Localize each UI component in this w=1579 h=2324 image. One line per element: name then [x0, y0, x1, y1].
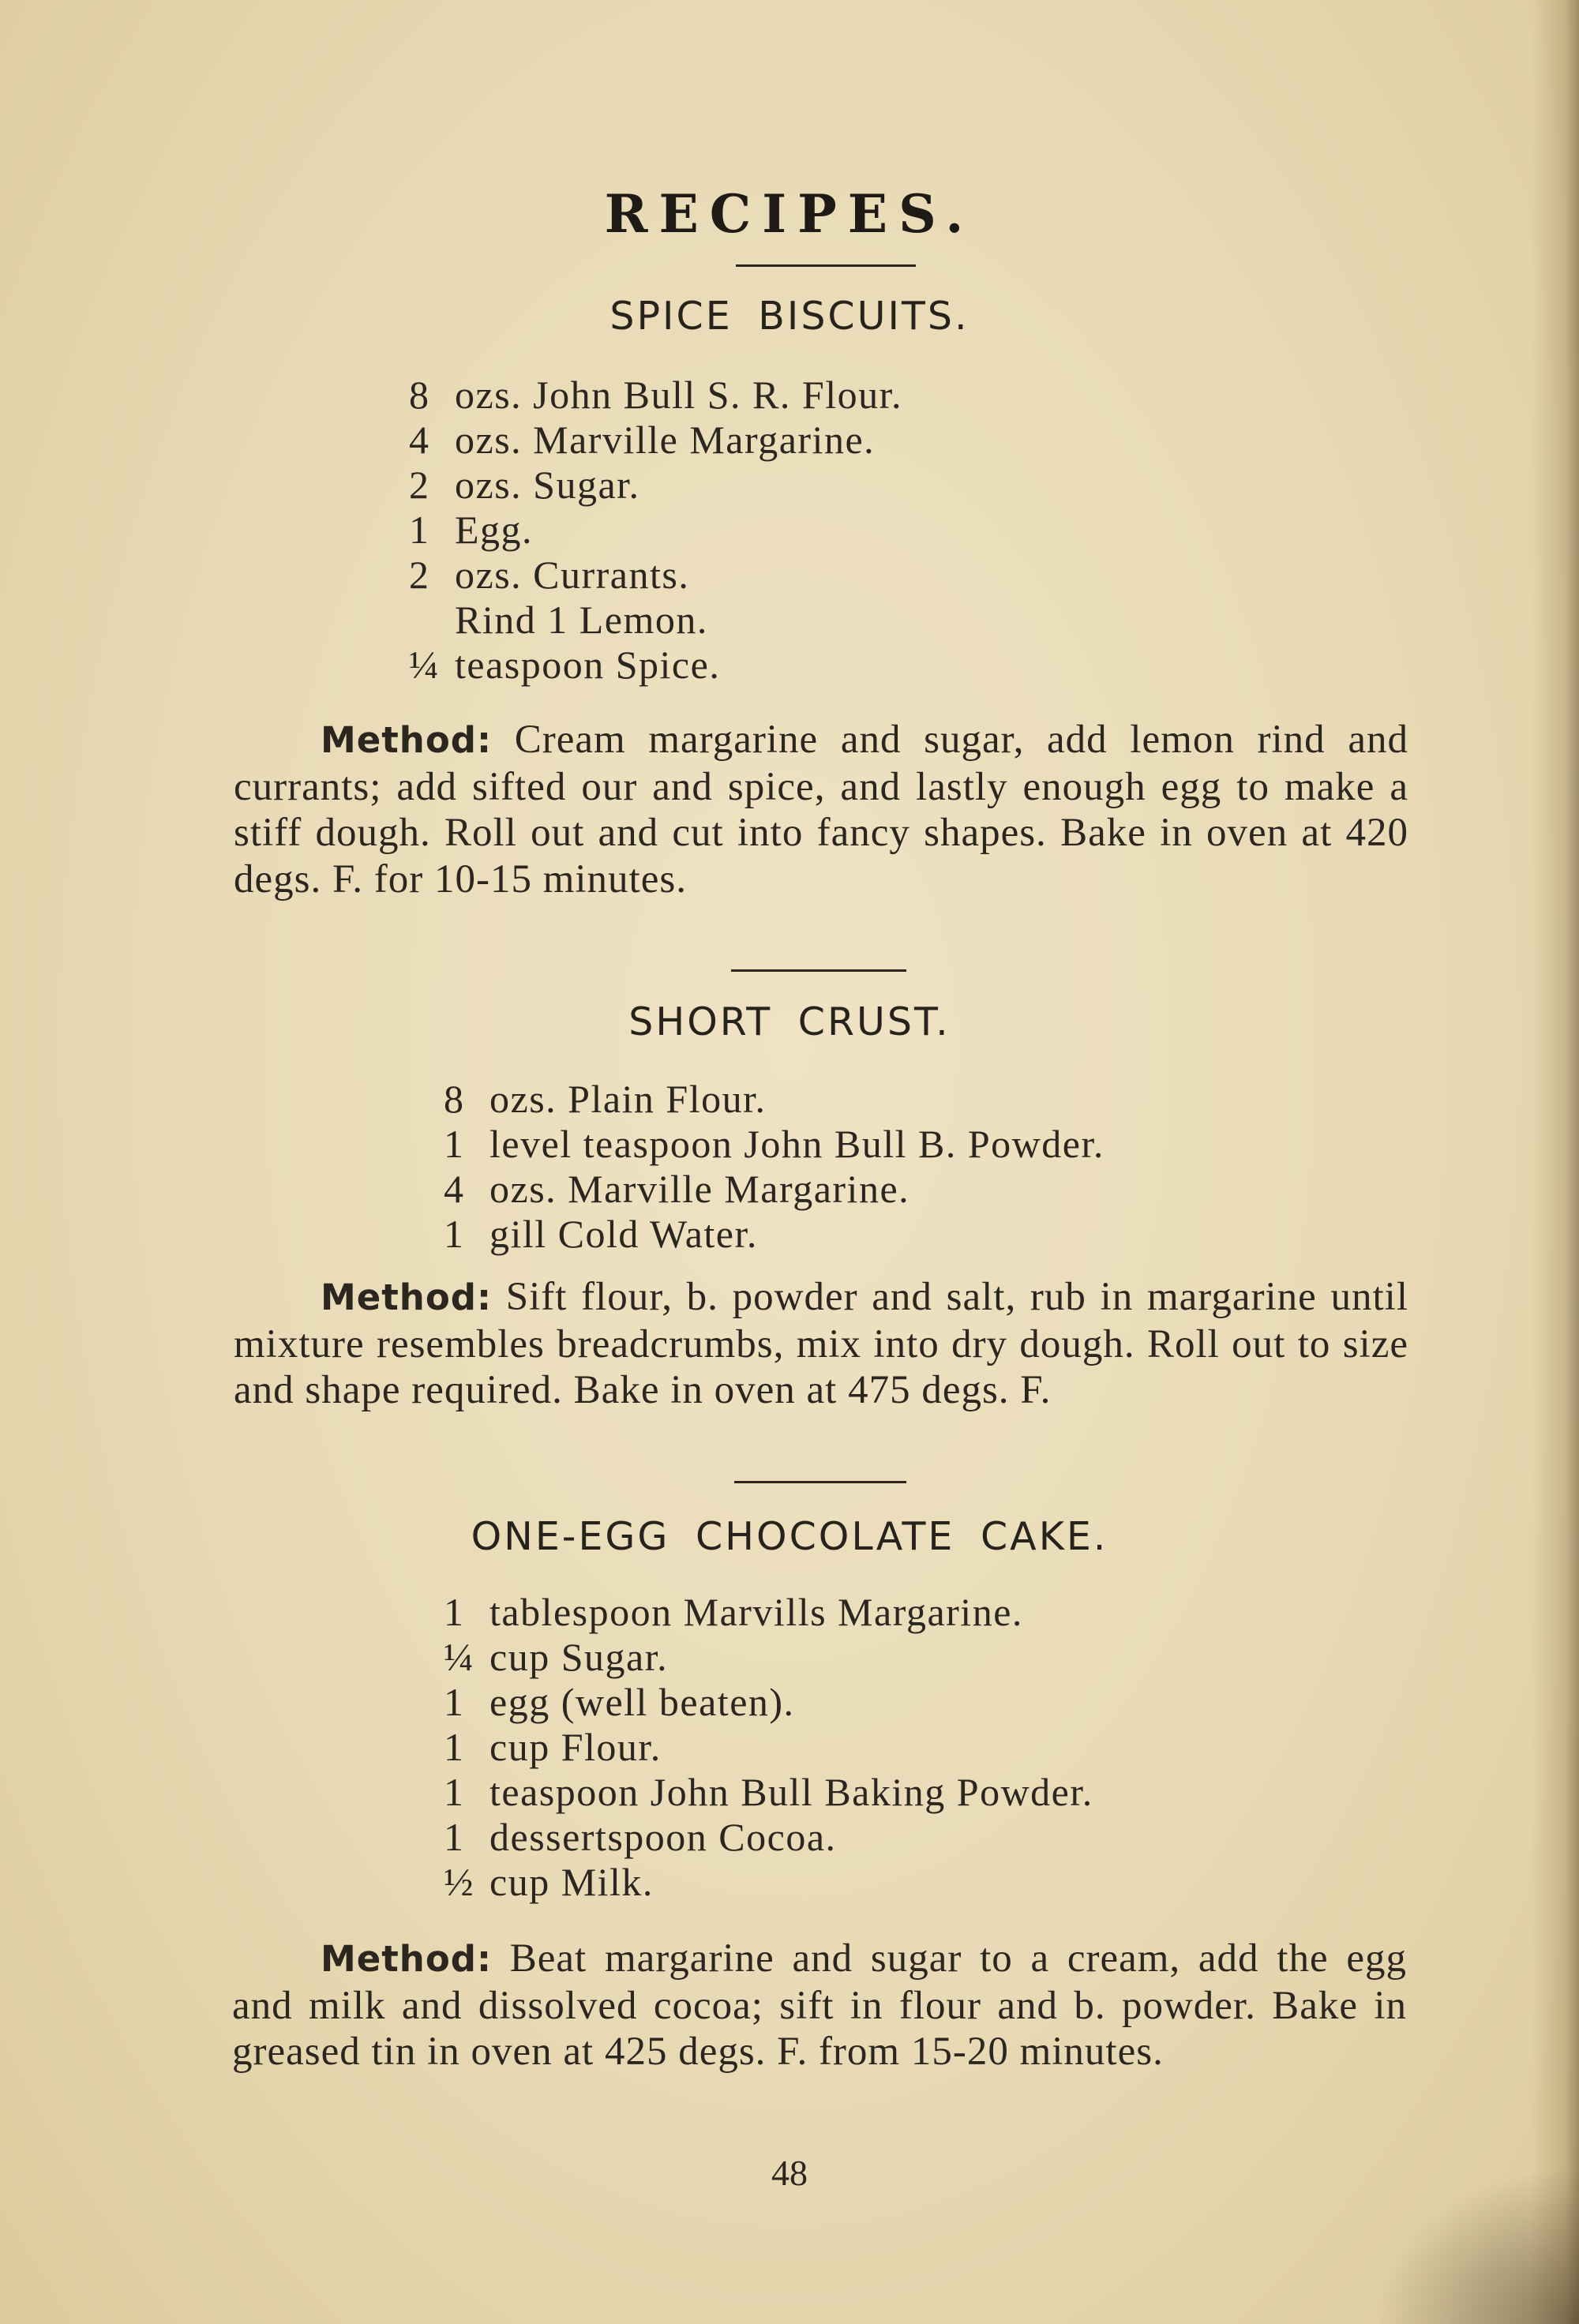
ingredient-qty: 1 — [444, 1590, 465, 1634]
ingredient-qty: 2 — [409, 553, 430, 597]
ingredient-text: ozs. Plain Flour. — [489, 1077, 767, 1121]
ingredient-row — [409, 508, 902, 553]
ingredient-row — [409, 598, 902, 643]
ingredient-row — [409, 418, 902, 463]
ingredient-text: gill Cold Water. — [489, 1212, 758, 1256]
ingredient-qty: ¼ — [444, 1635, 474, 1679]
ingredient-qty: 1 — [409, 508, 430, 552]
ingredient-text: cup Flour. — [489, 1725, 662, 1769]
ingredient-text: cup Milk. — [489, 1860, 654, 1904]
ingredient-qty: ¼ — [409, 643, 440, 687]
ingredient-qty: 1 — [444, 1770, 465, 1814]
ingredient-list-chocolate-cake — [444, 1590, 1093, 1905]
ingredient-row — [444, 1212, 1105, 1257]
ingredient-text: level teaspoon John Bull B. Powder. — [489, 1122, 1105, 1166]
ingredient-text: ozs. Marville Margarine. — [455, 418, 876, 462]
ingredient-row — [444, 1077, 1105, 1122]
ingredient-row — [444, 1167, 1105, 1212]
ingredient-row — [444, 1680, 1093, 1725]
ingredient-qty: 1 — [444, 1212, 465, 1256]
ingredient-row — [409, 373, 902, 418]
ingredient-row — [444, 1815, 1093, 1860]
method-text: Sift flour, b. powder and salt, rub in margarine until mixture resembles breadcrumbs, mix into dry dough. Roll out to size and shape required. Bake in oven at 475 degs. F. — [234, 1275, 1408, 1412]
ingredient-qty: 8 — [444, 1077, 465, 1121]
method-label: Method: — [321, 1938, 492, 1980]
ingredient-text: ozs. Currants. — [455, 553, 690, 597]
ingredient-qty: 4 — [444, 1167, 465, 1211]
ingredient-row — [409, 463, 902, 508]
ingredient-qty: 8 — [409, 373, 430, 417]
ingredient-row — [444, 1635, 1093, 1680]
section-rule — [734, 1481, 906, 1483]
ingredient-qty: 1 — [444, 1725, 465, 1769]
ingredient-qty: 1 — [444, 1122, 465, 1166]
ingredient-qty: ½ — [444, 1860, 474, 1904]
ingredient-text: ozs. Marville Margarine. — [489, 1167, 910, 1211]
ingredient-row — [409, 553, 902, 598]
ingredient-text: dessertspoon Cocoa. — [489, 1815, 837, 1859]
recipe-heading-short-crust: SHORT CRUST. — [628, 999, 951, 1044]
ingredient-row — [444, 1122, 1105, 1167]
ingredient-qty — [409, 598, 455, 643]
section-rule — [731, 969, 906, 972]
recipe-heading-spice-biscuits: SPICE BISCUITS. — [609, 294, 970, 339]
ingredient-list-short-crust — [444, 1077, 1105, 1257]
method-chocolate-cake — [232, 1936, 1407, 2075]
ingredient-text: cup Sugar. — [489, 1635, 669, 1679]
title-rule — [736, 264, 916, 267]
ingredient-row — [444, 1725, 1093, 1770]
method-text: Beat margarine and sugar to a cream, add the egg and milk and dissolved cocoa; sift in flour and b. powder. Bake in greased tin in oven at 425 degs. F. from 15-20 minutes. — [232, 1936, 1407, 2074]
ingredient-text: Egg. — [455, 508, 534, 552]
method-text: Cream margarine and sugar, add lemon rind and currants; add sifted our and spice, and lastly enough egg to make a stiff dough. Roll out and cut into fancy shapes. Bake in oven at 420 degs. F. for 10-15 minutes. — [234, 718, 1409, 901]
ingredient-row — [444, 1590, 1093, 1635]
page-number: 48 — [771, 2153, 808, 2193]
ingredient-text: ozs. Sugar. — [455, 463, 640, 507]
ingredient-text: ozs. John Bull S. R. Flour. — [455, 373, 902, 417]
page-title: RECIPES. — [604, 183, 975, 245]
ingredient-list-spice-biscuits — [409, 373, 902, 688]
page-edge-shadow — [1532, 0, 1579, 2324]
ingredient-qty: 4 — [409, 418, 430, 462]
method-spice-biscuits — [234, 717, 1408, 902]
ingredient-row — [444, 1860, 1093, 1905]
method-label: Method: — [321, 1276, 492, 1318]
ingredient-row — [444, 1770, 1093, 1815]
ingredient-text: teaspoon Spice. — [455, 643, 721, 687]
ingredient-text: Rind 1 Lemon. — [455, 598, 708, 642]
ingredient-qty: 1 — [444, 1680, 465, 1724]
ingredient-qty: 2 — [409, 463, 430, 507]
ingredient-row — [409, 643, 902, 688]
method-short-crust — [234, 1274, 1408, 1414]
ingredient-text: tablespoon Marvills Margarine. — [489, 1590, 1023, 1634]
ingredient-text: teaspoon John Bull Baking Powder. — [489, 1770, 1093, 1814]
recipe-heading-chocolate-cake: ONE-EGG CHOCOLATE CAKE. — [471, 1514, 1108, 1559]
method-label: Method: — [321, 719, 492, 761]
ingredient-text: egg (well beaten). — [489, 1680, 795, 1724]
ingredient-qty: 1 — [444, 1815, 465, 1859]
